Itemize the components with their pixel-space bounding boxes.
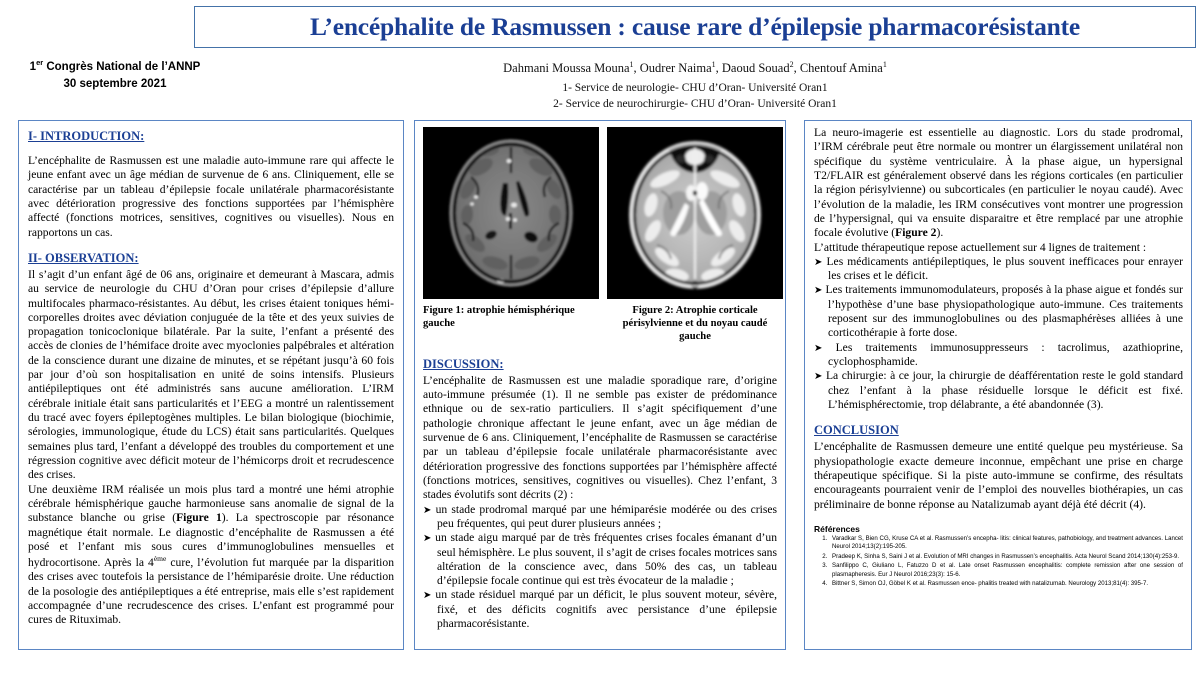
left-column-panel [18, 120, 404, 650]
conclusion-text: L’encéphalite de Rasmussen demeure une entité quelque peu mystérieuse. Sa physiopathologie exacte demeure inconnue, empêchant une prise en charge thérapeutique spécifique. Si la piste auto-immune se confirme, des résultats encourageants pourraient venir de l’emploi des nouvelles biothérapies, un cas préliminaire de bonne réponse au Natalizumab ayant déjà été décrit (4). [814, 440, 1183, 511]
figure-1-caption: Figure 1: atrophie hémisphérique gauche [423, 305, 575, 330]
figure1-ref: Figure 1 [176, 511, 222, 525]
discussion-bullet-1: ➤ un stade prodromal marqué par une hémiparésie modérée ou des crises peu fréquentes, qui peut durer plusieurs années ; [423, 502, 777, 530]
figure-1 [423, 127, 599, 344]
treatment-bullet-4: ➤ La chirurgie: à ce jour, la chirurgie de déafférentation reste le gold standard chez l’enfant à la phase résiduelle lorsque le déficit est fixé. L’hémisphérectomie, trop délabrante, a été abandonnée (3). [814, 369, 1183, 412]
references-heading: Références [814, 523, 860, 534]
reference-item: 2. Pradeep K, Sinha S, Saini J et al. Evolution of MRI changes in Rasmussen’s encephalitis. Acta Neurol Scand 2014;130(4):253-9. [829, 553, 1183, 561]
conclusion-heading: CONCLUSION [814, 423, 899, 438]
affil-marker: 2 [789, 60, 794, 69]
ordinal-sup: ème [153, 554, 167, 564]
arrow-bullet-icon: ➤ [814, 285, 823, 297]
observation-paragraph-1: Il s’agit d’un enfant âgé de 06 ans, originaire et demeurant à Mascara, admis au service de neurologie du CHU d’Oran pour crises d’épilepsie d’allure multifocales pharmaco-résistantes. Au début, les crises étaient toniques hémi-corporelles droites avec déviation conjuguée de la tête et des yeux suivies de propagation tonicoclonique bilatérale. Par la suite, l’enfant a présenté des accès de clonies de l’hémiface droite avec myoclonies palpébrales et altération de la conscience durant une dizaine de minutes, et se répétant jusqu’à 60 fois par jour d’où son hospitalisation en unité de soins intensifs. Plusieurs antiépileptiques ont été administrés sans aucune amélioration. L’IRM cérébrale initiale était sans particularités et l’EEG a montré un ralentissement du tracé avec foyers épileptogènes multiples. Le bilan biologique (biochimie, sérologies, immunologique, étude du LCS) était sans particularités. Quelques semaines plus tard, l’enfant a développé des troubles du comportement et une régression cognitive avec déficit moteur de l’hémicorps droit et recrudescence des crises. [28, 267, 394, 482]
arrow-bullet-icon: ➤ [423, 533, 432, 545]
mri-axial-t1-brain [423, 127, 599, 299]
introduction-text: L’encéphalite de Rasmussen est une maladie auto-immune rare qui affecte le jeune enfant avec un âge médian de survenue de 6 ans. Cliniquement, elle se caractérise par un tableau d’épilepsie focale unilatérale pharmacorésistante avec détérioration progressive des fonctions supportées par l’hémisphère affecté (fonctions motrices, sensitives, cognitives ou visuelles). Nous en rapportons un cas. [28, 154, 394, 239]
affiliations [330, 80, 1060, 113]
references-list [814, 535, 1183, 588]
arrow-bullet-icon: ➤ [814, 342, 823, 354]
page-title: L’encéphalite de Rasmussen : cause rare d’épilepsie pharmacorésistante [309, 12, 1081, 41]
observation-heading: II- OBSERVATION: [28, 250, 139, 265]
discussion-bullet-3: ➤ un stade résiduel marqué par un déficit, le plus souvent moteur, sévère, fixé, et des déficits cognitifs avec persistance d’une épilepsie pharmacorésistante. [423, 588, 777, 631]
discussion-heading: DISCUSSION: [423, 356, 504, 371]
arrow-bullet-icon: ➤ [814, 371, 823, 383]
congress-name: 1er Congrès National de l’ANNP [29, 58, 201, 73]
arrow-bullet-icon: ➤ [814, 256, 823, 268]
affil-marker: 1 [711, 60, 716, 69]
author-list: Dahmani Moussa Mouna$^1$, Oudrer Naima$^1$, Daoud Souad$^2$, Chentouf Amina$^1$ [503, 60, 887, 76]
affil-marker: 1 [629, 60, 634, 69]
treatment-intro: L’attitude thérapeutique repose actuellement sur 4 lignes de traitement : [814, 240, 1147, 254]
treatment-bullet-1: ➤ Les médicaments antiépileptiques, le plus souvent inefficaces pour enrayer les crises et le déficit. [814, 254, 1183, 283]
reference-item: 3. Sanfilippo C, Giuliano L, Fatuzzo D et al. Late onset Rasmussen encephalitis: complete remission after one session of plasmapheresis. Eur J Neurol 2016;23(3): 15-6. [829, 562, 1183, 579]
congress-ordinal-sup: er [36, 58, 44, 67]
poster-title-bar [194, 6, 1196, 48]
congress-info [10, 58, 220, 92]
imaging-paragraph: La neuro-imagerie est essentielle au diagnostic. Lors du stade prodromal, l’IRM cérébrale peut être normale ou montrer un élargissement unilatéral non spécifique du système ventriculaire. À la phase aigue, un hypersignal T2/FLAIR est généralement observé dans les régions corticales (en particulier la région périsylvienne) ou subcorticales (en particulier le noyau caudé). Avec l’évolution de la maladie, les IRM consécutives vont montrer une progression de l’hypersignal, qui va ensuite disparaitre et être remplacé par une atrophie focale évolutive (Figure 2). [814, 126, 1183, 240]
figure-2 [607, 127, 783, 344]
reference-item: 1. Varadkar S, Bien CG, Kruse CA et al. Rasmussen’s encepha- litis: clinical features, pathobiology, and treatment advances. Lancet Neurol 2014;13(2):195-205. [829, 535, 1183, 552]
treatment-bullet-2: ➤ Les traitements immunomodulateurs, proposés à la phase aigue et fondés sur l’hypothèse d’une base physiopathologique auto-immune. Ces traitements reposent sur des immunoglobulines ou des plasmaphérèses alliées à une corticothérapie à forte dose. [814, 283, 1183, 340]
affil-marker: 1 [882, 60, 887, 69]
discussion-paragraph: L’encéphalite de Rasmussen est une maladie sporadique rare, d’origine auto-immune présumée (1). Il ne semble pas exister de prédominance ethnique ou de sex-ratio particuliers. Il s’agit spécifiquement d’une pathologie chronique affectant le jeune enfant, avec un âge médian de survenue de 6 ans. Cliniquement, l’encéphalite de Rasmussen se caractérise par un tableau d’épilepsie focale unilatérale pharmacorésistante avec détérioration progressive des fonctions supportées par l’hémisphère affecté (fonctions motrices, sensitives, cognitives ou visuelles). Chez l’enfant, 3 stades évolutifs sont décrits (2) : [423, 373, 777, 502]
affiliation-1: 1- Service de neurologie- CHU d’Oran- Université Oran1 [562, 82, 828, 94]
right-column-panel [804, 120, 1192, 650]
arrow-bullet-icon: ➤ [423, 590, 432, 602]
brain-mri-t1-svg [423, 127, 599, 299]
discussion-bullet-2: ➤ un stade aigu marqué par de très fréquentes crises focales émanant d’un seul hémisphère. Le plus souvent, il s’agit de crises focales motrices sans altération de la conscience avec, dans 50% des cas, un tableau d’épilepsie focale continue qui est très évocateur de la maladie ; [423, 531, 777, 588]
brain-mri-t2-svg [607, 127, 783, 299]
reference-item: 4. Bittner S, Simon OJ, Göbel K et al. Rasmussen ence- phalitis treated with natalizumab. Neurology 2013;81(4): 395-7. [829, 580, 1183, 588]
treatment-bullet-3: ➤ Les traitements immunosuppresseurs : tacrolimus, azathioprine, cyclophosphamide. [814, 340, 1183, 369]
congress-date: 30 septembre 2021 [63, 77, 167, 90]
observation-paragraph-2: Une deuxième IRM réalisée un mois plus tard a montré une hémi atrophie cérébrale hémisphérique gauche harmonieuse sans anomalie de signal de la substance blanche ou grise (Figure 1). La spectroscopie par résonance magnétique était normale. Le diagnostic d’encéphalite de Rasmussen a été posé et l’enfant mis sous cures d’immunoglobulines mensuelles et hydrocortisone. Après la 4ème cure, l’évolution fut marquée par la disparition des crises avec toutefois la persistance de l’hémiparésie droite. Une réduction de la posologie des antiépileptiques a été entreprise, mais elle s’est rapidement accompagnée d’une recrudescence des crises. L’enfant est programmé pour cures de Rituximab. [28, 482, 394, 627]
arrow-bullet-icon: ➤ [423, 504, 432, 516]
affiliation-2: 2- Service de neurochirurgie- CHU d’Oran- Université Oran1 [553, 98, 837, 111]
middle-column-panel [414, 120, 786, 650]
mri-axial-t2-brain [607, 127, 783, 299]
figure2-ref: Figure 2 [895, 226, 937, 240]
introduction-heading: I- INTRODUCTION: [28, 129, 145, 143]
figure-2-caption: Figure 2: Atrophie corticale périsylvienne et du noyau caudé gauche [622, 305, 768, 343]
figures-row [423, 127, 777, 344]
